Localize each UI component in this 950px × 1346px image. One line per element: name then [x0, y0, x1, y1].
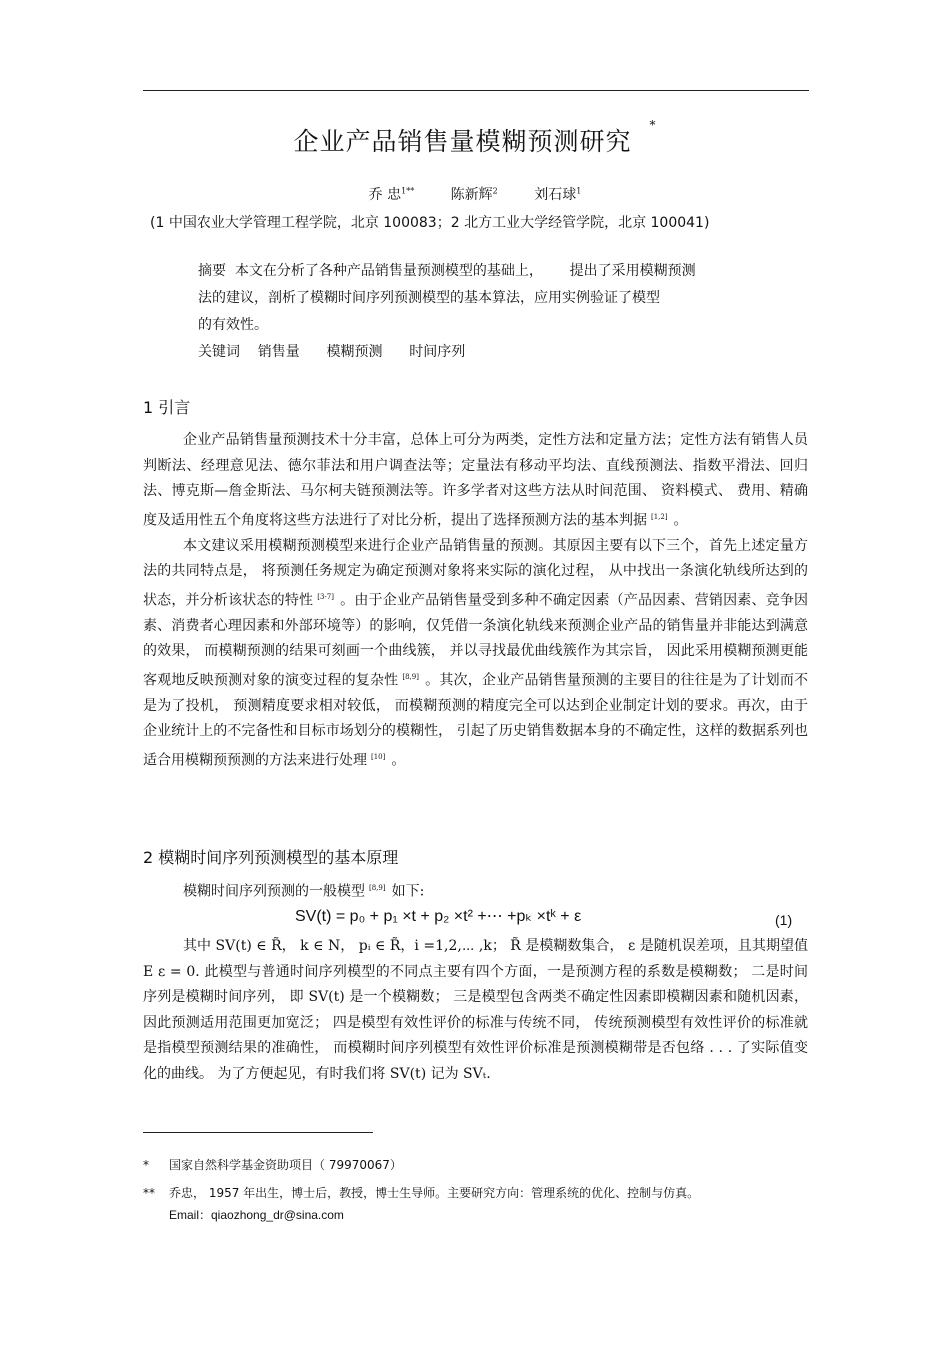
footnote-rule [143, 1132, 373, 1133]
abstract-line: 法的建议，剖析了模糊时间序列预测模型的基本算法，应用实例验证了模型 [198, 290, 660, 306]
citation: [1,2] [651, 512, 668, 521]
footnote-email: Email：qiaozhong_dr@sina.com [169, 1208, 344, 1222]
section-2-heading: 2 模糊时间序列预测模型的基本原理 [143, 848, 399, 867]
keywords: 关键词 销售量 模糊预测 时间序列 [198, 344, 466, 360]
citation: [10] [371, 752, 386, 761]
paper-title [0, 117, 950, 158]
author-3: 刘石球$^1$ [534, 186, 582, 203]
formula-number: (1) [775, 912, 793, 928]
footnote: ** 乔忠， 1957 年出生，博士后，教授，博士生导师。主要研究方向：管理系统的优化、控制与仿真。 [143, 1186, 700, 1200]
author-2: 陈新辉$^2$ [450, 186, 498, 203]
formula-1: SV(t) = p₀ + p₁ ×t + p₂ ×t² +⋯ +pₖ ×tᵏ + ε [295, 908, 582, 925]
title-footnote-mark: * [649, 117, 657, 132]
paragraph: 其中 SV(t) ∈ R̃， k ∈ N， pᵢ ∈ R̃，i =1,2,⋯ ,k； R̃ 是模糊数集合， ε 是随机误差项，且其期望值 E ε = 0. 此模型与普通时间序列模型的不同点主要有四个方面，一是预测方程的系数是模糊数； 二是时间序列是模糊时间序列， 即 SV(t) 是一个模糊数； 三是模型包含两类不确定性因素即模糊因素和随机因素， 因此预测适用范围更加宽泛； 四是模型有效性评价的标准与传统不同， 传统预测模型有效性评价的标准就是指模型预测结果的准确性， 而模糊时间序列模型有效性评价标准是预测模糊带是否包络 . . . 了实际值变化的曲线。 为了方便起见，有时我们将 SV(t) 记为 SVₜ. [143, 938, 808, 1082]
paragraph: 本文建议采用模糊预测模型来进行企业产品销售量的预测。其原因主要有以下三个，首先上述定量方法的共同特点是， 将预测任务规定为确定预测对象将来实际的演化过程， 从中找出一条演化轨线所达到的状态，并分析该状态的特性 [3-7] 。由于企业产品销售量受到多种不确定因素（产品因素、营销因素、竞争因素、消费者心理因素和外部环境等）的影响，仅凭借一条演化轨线来预测企业产品的销售量并非能达到满意的效果， 而模糊预测的结果可刻画一个曲线簇， 并以寻找最优曲线簇作为其宗旨， 因此采用模糊预测更能客观地反映预测对象的演变过程的复杂性 [8,9] 。其次，企业产品销售量预测的主要目的往往是为了计划而不是为了投机， 预测精度要求相对较低， 而模糊预测的精度完全可以达到企业制定计划的要求。再次，由于企业统计上的不完备性和目标市场划分的模糊性， 引起了历史销售数据本身的不确定性，这样的数据系列也适合用模糊预预测的方法来进行处理 [10] 。 [143, 537, 809, 769]
title-text: 企业产品销售量模糊预测研究 [293, 127, 632, 156]
model-intro: 模糊时间序列预测的一般模型 [8,9] 如下: [183, 883, 425, 900]
author-1: 乔 忠$^{1**}$ [368, 186, 415, 203]
citation: [8,9] [402, 672, 419, 681]
author-list [0, 184, 950, 204]
abstract [198, 258, 758, 366]
section-1-heading: 1 引言 [143, 398, 191, 417]
citation: [8,9] [369, 884, 386, 892]
header-rule [143, 90, 809, 91]
affiliation: (1 中国农业大学管理工程学院，北京 100083；2 北方工业大学经管学院，北京 100041) [150, 215, 710, 231]
section-2-body [143, 934, 808, 1087]
citation: [3-7] [317, 592, 334, 601]
section-1-body [143, 428, 808, 774]
footnote: * 国家自然科学基金资助项目（ 79970067） [143, 1158, 402, 1172]
footnotes [143, 1154, 808, 1232]
abstract-line: 摘要 本文在分析了各种产品销售量预测模型的基础上， 提出了采用模糊预测 [198, 263, 696, 279]
paragraph: 企业产品销售量预测技术十分丰富，总体上可分为两类，定性方法和定量方法；定性方法有销售人员判断法、经理意见法、德尔菲法和用户调查法等；定量法有移动平均法、直线预测法、指数平滑法、回归法、博克斯—詹金斯法、马尔柯夫链预测法等。许多学者对这些方法从时间范围、 资料模式、 费用、精确度及适用性五个角度将这些方法进行了对比分析，提出了选择预测方法的基本判据 [1,2] 。 [143, 432, 808, 529]
abstract-line: 的有效性。 [198, 317, 268, 333]
